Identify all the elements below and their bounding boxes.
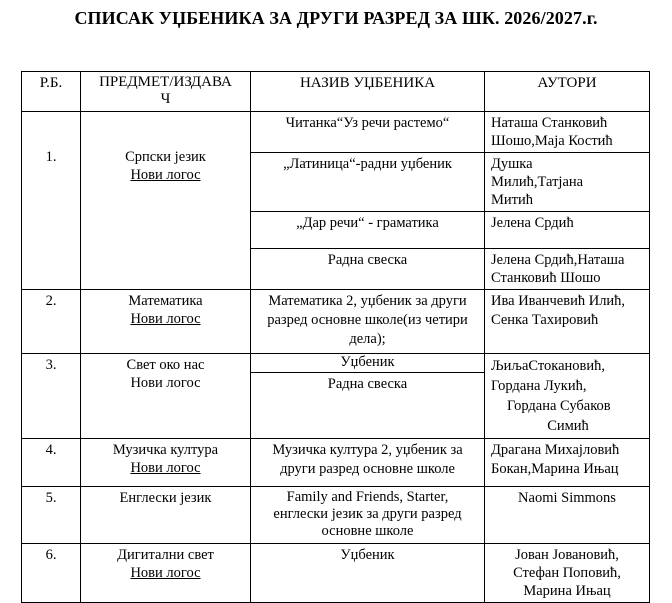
header-authors: АУТОРИ [485, 72, 650, 112]
table-row [22, 290, 650, 354]
book-title: „Латиница“-радни уџбеник [251, 153, 485, 212]
header-book: НАЗИВ УЏБЕНИКА [251, 72, 485, 112]
authors-cell: Јелена Срдић [485, 212, 650, 249]
authors-cell: Наташа Станковић Шошо,Маја Костић [485, 112, 650, 153]
document-title: СПИСАК УЏБЕНИКА ЗА ДРУГИ РАЗРЕД ЗА ШК. 2026/2027.г. [74, 8, 598, 28]
authors-cell: Душка Милић,Татјана Митић [485, 153, 650, 212]
book-title: Уџбеник [251, 544, 485, 603]
row-number: 1. [22, 112, 81, 290]
book-title: Музичка култура 2, уџбеник за други разред основне школе [251, 439, 485, 487]
row-number: 6. [22, 544, 81, 603]
authors-cell: Ива Иванчевић Илић, Сенка Тахировић [485, 290, 650, 354]
row-number: 2. [22, 290, 81, 354]
header-rb: Р.Б. [22, 72, 81, 112]
table-row [22, 439, 650, 487]
table-row [22, 354, 650, 373]
authors-cell: Јелена Срдић,Наташа Станковић Шошо [485, 249, 650, 290]
subject-cell: Музичка култура Нови логос [81, 439, 251, 487]
subject-cell: Математика Нови логос [81, 290, 251, 354]
book-title: Математика 2, уџбеник за други разред основне школе(из четири дела); [251, 290, 485, 354]
header-subject: ПРЕДМЕТ/ИЗДАВА Ч [81, 72, 251, 112]
row-number: 3. [22, 354, 81, 439]
subject-cell: Енглески језик [81, 487, 251, 544]
table-row [22, 544, 650, 603]
table-header-row [22, 72, 650, 112]
row-number: 5. [22, 487, 81, 544]
authors-cell: ЉиљаСтокановић, Гордана Лукић, Гордана Субаков Симић [485, 354, 650, 439]
book-title: Радна свеска [251, 249, 485, 290]
book-title: Радна свеска [251, 372, 485, 438]
authors-cell: Драгана Михајловић Бокан,Марина Ињац [485, 439, 650, 487]
book-title: „Дар речи“ - граматика [251, 212, 485, 249]
subject-cell: Свет око нас Нови логос [81, 354, 251, 439]
book-title: Family and Friends, Starter, енглески језик за други разред основне школе [251, 487, 485, 544]
authors-cell: Naomi Simmons [485, 487, 650, 544]
table-row [22, 487, 650, 544]
book-title: Читанка“Уз речи растемо“ [251, 112, 485, 153]
subject-cell: Дигитални свет Нови логос [81, 544, 251, 603]
row-number: 4. [22, 439, 81, 487]
textbook-table [21, 71, 650, 603]
book-title: Уџбеник [251, 354, 485, 373]
subject-cell: Српски језик Нови логос [81, 112, 251, 290]
authors-cell: Јован Јовановић, Стефан Поповић, Марина Ињац [485, 544, 650, 603]
table-row [22, 112, 650, 153]
